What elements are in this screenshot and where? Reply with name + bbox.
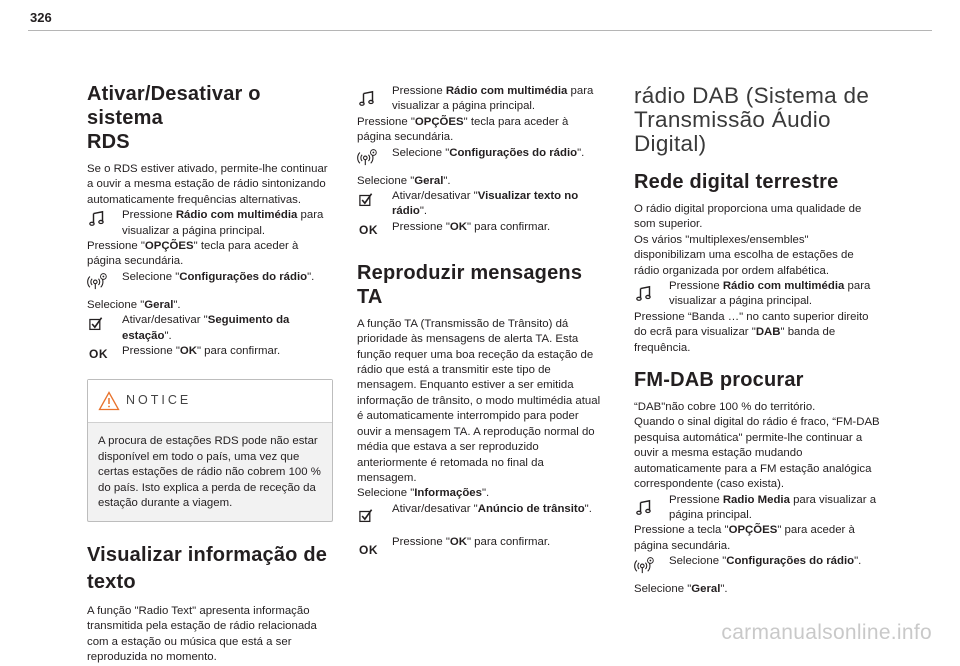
step-text: Pressione " <box>392 535 450 548</box>
step-text: ". <box>577 146 585 159</box>
fm-dab-text-1: “DAB"não cobre 100 % do território. <box>634 401 816 414</box>
step-toggle-traffic <box>357 502 603 521</box>
step-text: Selecione " <box>634 583 692 596</box>
step-text: para visualizar a página principal. <box>669 493 877 521</box>
step-text: Selecione " <box>669 555 727 568</box>
step-key: DAB <box>755 326 781 339</box>
header-divider <box>28 30 932 31</box>
radio-text-intro: A função "Radio Text" apresenta informação transmitida pela estação de rádio relacionada com a estação ou música que está a ser reproduzida no momento. <box>87 605 317 664</box>
step-options <box>87 239 333 270</box>
radio-text-heading-line2: texto <box>87 571 136 594</box>
notice-box <box>87 379 333 522</box>
step-text: Selecione " <box>392 146 450 159</box>
step-text: " para aceder à página secundária. <box>634 524 855 552</box>
step-key: Configurações do rádio <box>449 146 578 159</box>
radio-text-heading-line1: Visualizar informação de <box>87 544 328 567</box>
ta-text: A função TA (Transmissão de Trânsito) dá prioridade às mensagens de alerta TA. Esta função requer uma boa receção da estação de rádio que está a transmitir este tipo de mensagem. Enquanto estiver a ser emitida informação de trânsito, o modo multimédia atual é automaticamente interrompido para poder ouvir a mensagem TA. A reprodução normal do média que estava a ser reproduzido anteriormente é retomada no final da mensagem. <box>357 317 601 484</box>
step-text: para visualizar a página principal. <box>669 280 871 308</box>
step-text: Pressione " <box>392 220 450 233</box>
step-key: Informações <box>414 487 482 500</box>
music-note-icon <box>634 285 656 303</box>
step-text: Selecione " <box>357 487 415 500</box>
step-key: OK <box>449 220 467 233</box>
step-options <box>634 523 880 554</box>
step-text: Pressione " <box>357 115 415 128</box>
music-note-icon <box>357 90 379 108</box>
step-options <box>357 115 603 146</box>
step-confirm-traffic <box>357 535 603 557</box>
step-key: Visualizar texto no rádio <box>392 190 579 218</box>
step-text: " tecla para aceder à página secundária. <box>357 115 569 144</box>
terrestrial-heading: Rede digital terrestre <box>634 171 839 193</box>
step-text: para visualizar a página principal. <box>392 85 594 113</box>
terrestrial-text-1: O rádio digital proporciona uma qualidade de som superior. <box>634 203 862 231</box>
step-text: Pressione <box>122 209 176 222</box>
music-note-icon <box>634 499 656 517</box>
step-toggle <box>87 313 333 344</box>
step-text: ". <box>307 270 315 283</box>
column-1 <box>87 82 333 666</box>
step-text: ". <box>173 298 181 311</box>
step-text: " para confirmar. <box>196 345 281 358</box>
step-text: Pressione <box>669 280 723 293</box>
rds-heading <box>87 82 333 154</box>
step-open-radio <box>357 84 603 115</box>
step-text: Selecione " <box>87 298 145 311</box>
step-key: Seguimento da estação <box>122 314 290 342</box>
step-text: ". <box>720 583 728 596</box>
step-band <box>634 310 880 356</box>
step-text: para visualizar a página principal. <box>122 209 324 237</box>
step-text: Ativar/desativar " <box>392 190 478 203</box>
radio-settings-icon <box>634 556 656 574</box>
step-text: Pressione <box>392 85 446 97</box>
step-key: Rádio com multimédia <box>175 209 298 222</box>
step-radio-settings <box>634 554 880 573</box>
notice-text: A procura de estações RDS pode não estar disponível em todo o país, uma vez que certas estações de rádio não cobrem 100 % do país. Isto explica a perda de receção da estação durante a viagem. <box>98 435 321 510</box>
step-general <box>634 582 880 597</box>
fm-dab-text-2: Quando o sinal digital do rádio é fraco, “FM-DAB pesquisa automática" permite-lhe continuar a ouvir a mesma estação mudando automaticamente para a FM estação analógica correspondente (caso exista). <box>634 416 880 491</box>
step-general <box>87 298 333 313</box>
step-key: Anúncio de trânsito <box>477 502 585 515</box>
step-text: Ativar/desativar " <box>392 502 478 515</box>
checkbox-icon <box>357 507 379 525</box>
checkbox-icon <box>357 191 379 209</box>
column-3 <box>634 84 880 598</box>
terrestrial-text-2: Os vários "multiplexes/ensembles" disponibilizam uma escolha de estações de rádio organizada por ordem alfabética. <box>634 233 854 277</box>
rds-heading-line1: Ativar/Desativar o sistema <box>87 83 261 129</box>
checkbox-icon <box>87 315 109 333</box>
step-text: Selecione " <box>357 174 415 187</box>
step-text: Selecione " <box>122 270 180 283</box>
step-text: Pressione <box>669 493 723 506</box>
step-key: Rádio com multimédia <box>445 85 568 97</box>
notice-title: NOTICE <box>126 393 192 408</box>
step-open-radio-media <box>634 493 880 524</box>
step-text: Pressione " <box>122 345 180 358</box>
step-text: ". <box>584 502 592 515</box>
step-key: OK <box>179 345 197 358</box>
step-text: ". <box>164 329 172 342</box>
step-text: ". <box>481 487 490 500</box>
step-key: OPÇÕES <box>414 115 464 128</box>
step-open-radio <box>87 208 333 239</box>
step-text: Ativar/desativar " <box>122 314 208 327</box>
step-text: Pressione “Banda …" no canto superior direito do ecrã para visualizar " <box>634 310 869 339</box>
step-text: ". <box>419 205 428 218</box>
step-text: " para confirmar. <box>466 220 551 233</box>
step-text: Pressione a tecla " <box>634 524 729 537</box>
warning-triangle-icon <box>98 391 120 411</box>
step-key: Configurações do rádio <box>179 270 308 283</box>
step-key: Geral <box>691 583 721 596</box>
step-confirm <box>87 344 333 363</box>
step-radio-settings <box>87 270 333 289</box>
step-text: ". <box>443 174 451 187</box>
step-key: Configurações do rádio <box>726 555 855 568</box>
ok-icon: OK <box>359 222 378 237</box>
ta-heading: Reproduzir mensagens TA <box>357 261 583 308</box>
fm-dab-heading: FM-DAB procurar <box>634 369 804 392</box>
music-note-icon <box>87 210 109 228</box>
step-confirm <box>357 220 603 239</box>
step-key: OPÇÕES <box>728 524 778 537</box>
ok-icon: OK <box>89 347 108 362</box>
step-text: " para confirmar. <box>466 535 551 548</box>
radio-settings-icon <box>87 272 109 290</box>
step-key: OK <box>449 535 467 548</box>
step-key: Geral <box>414 174 444 187</box>
step-key: OPÇÕES <box>144 240 194 253</box>
step-text: " tecla para aceder à página secundária. <box>87 240 299 268</box>
dab-heading: rádio DAB (Sistema de Transmissão Áudio Digital) <box>634 83 870 156</box>
step-text: " banda de frequência. <box>634 326 836 354</box>
step-key: Geral <box>144 298 174 311</box>
step-information <box>357 486 603 501</box>
step-key: Radio Media <box>722 493 790 506</box>
notice-header <box>88 380 332 423</box>
step-radio-settings <box>357 146 603 165</box>
radio-text-heading <box>87 542 333 596</box>
radio-settings-icon <box>357 148 379 166</box>
step-text: ". <box>854 555 862 568</box>
step-key: Rádio com multimédia <box>722 280 845 293</box>
page-number: 326 <box>30 10 52 25</box>
watermark: carmanualsonline.info <box>721 621 932 644</box>
rds-heading-line2: RDS <box>87 131 130 153</box>
step-open-radio <box>634 279 880 310</box>
column-2 <box>357 84 603 557</box>
ok-icon: OK <box>359 542 378 557</box>
step-general <box>357 174 603 189</box>
step-text: Pressione " <box>87 240 145 253</box>
rds-intro: Se o RDS estiver ativado, permite-lhe continuar a ouvir a mesma estação de rádio sintonizando automaticamente frequências alternativas. <box>87 163 328 206</box>
step-toggle <box>357 189 603 220</box>
